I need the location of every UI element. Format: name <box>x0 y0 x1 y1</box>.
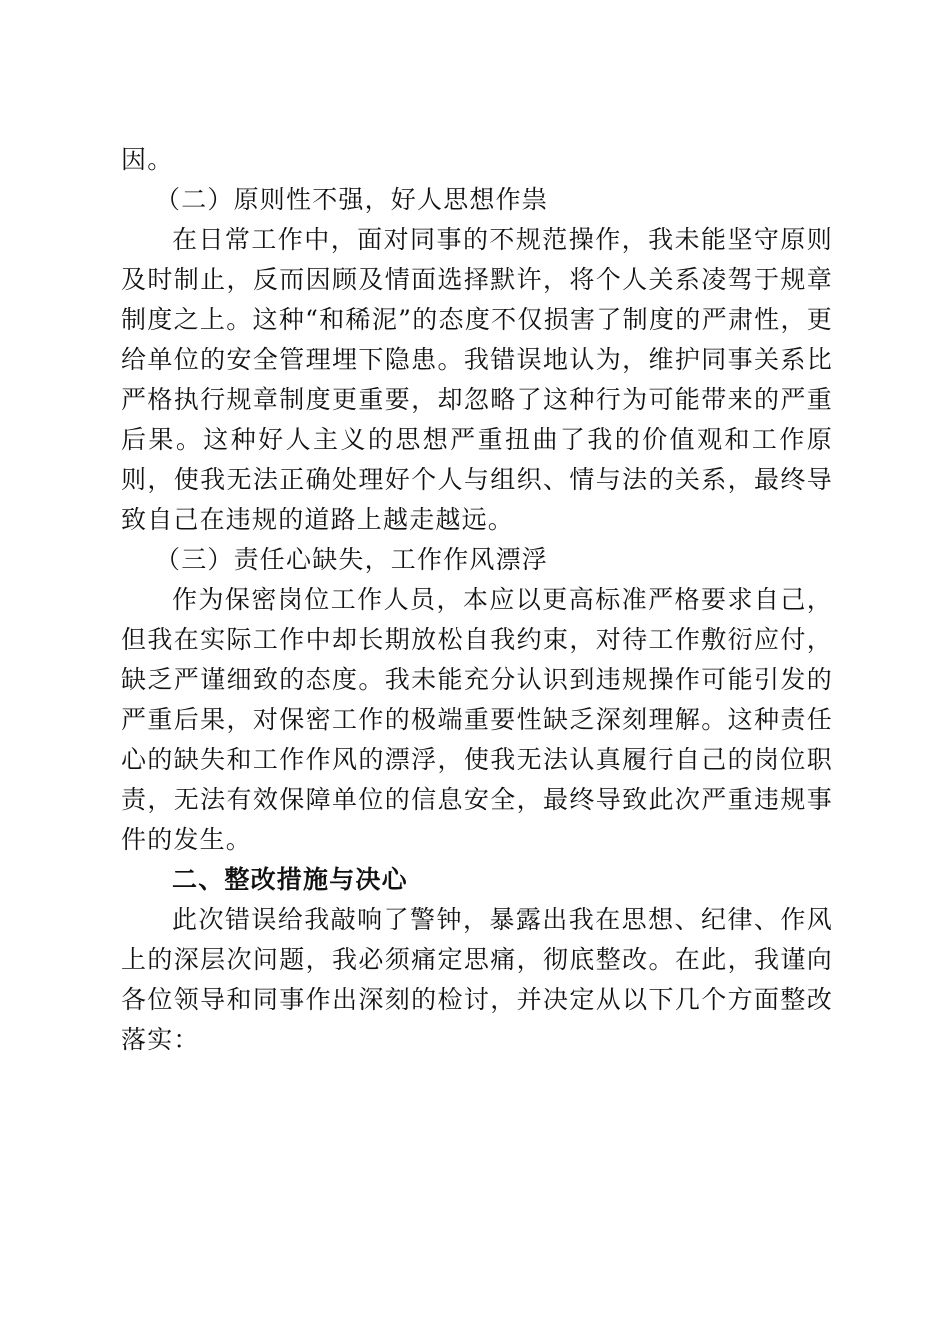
paragraph-rectification: 此次错误给我敲响了警钟，暴露出我在思想、纪律、作风上的深层次问题，我必须痛定思痛，彻底整改。在此，我谨向各位领导和同事作出深刻的检讨，并决定从以下几个方面整改落实： <box>121 905 833 1054</box>
paragraph-principle: 在日常工作中，面对同事的不规范操作，我未能坚守原则及时制止，反而因顾及情面选择默许，将个人关系凌驾于规章制度之上。这种“和稀泥”的态度不仅损害了制度的严肃性，更给单位的安全管理埋下隐患。我错误地认为，维护同事关系比严格执行规章制度更重要，却忽略了这种行为可能带来的严重后果。这种好人主义的思想严重扭曲了我的价值观和工作原则，使我无法正确处理好个人与组织、情与法的关系，最终导致自己在违规的道路上越走越远。 <box>121 225 833 534</box>
paragraph-continuation: 因。 <box>121 145 174 174</box>
subheading-responsibility: （三）责任心缺失，工作作风漂浮 <box>155 545 549 574</box>
paragraph-responsibility: 作为保密岗位工作人员，本应以更高标准严格要求自己，但我在实际工作中却长期放松自我约束，对待工作敷衍应付，缺乏严谨细致的态度。我未能充分认识到违规操作可能引发的严重后果，对保密工作的极端重要性缺乏深刻理解。这种责任心的缺失和工作作风的漂浮，使我无法认真履行自己的岗位职责，无法有效保障单位的信息安全，最终导致此次严重违规事件的发生。 <box>121 585 833 854</box>
subheading-principle: （二）原则性不强，好人思想作祟 <box>155 185 549 214</box>
document-body <box>121 140 833 1060</box>
section-heading-rectification: 二、整改措施与决心 <box>172 865 408 894</box>
